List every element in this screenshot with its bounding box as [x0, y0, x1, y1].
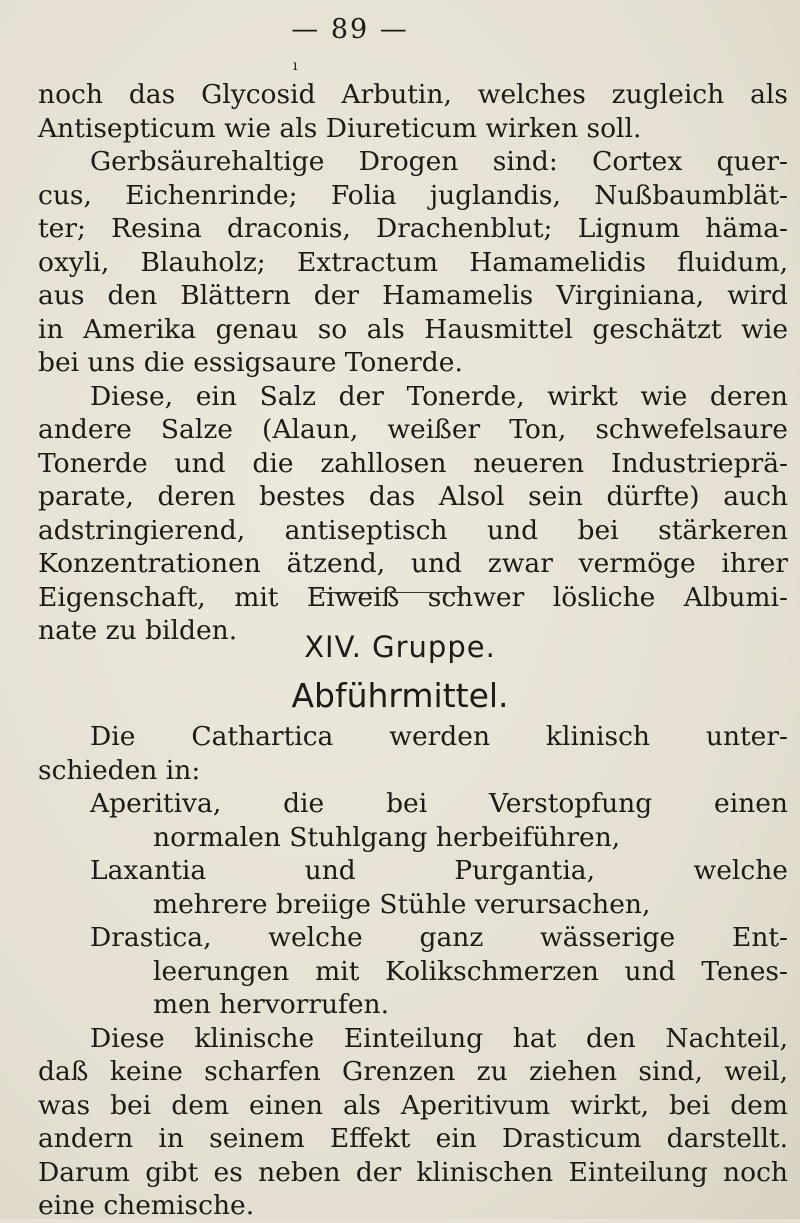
text-line: Eigenschaft, mit Eiweiß schwer lösliche Albumi- — [38, 581, 788, 613]
text-line: schieden in: — [38, 754, 201, 786]
text-line: adstringierend, antiseptisch und bei stärkeren — [38, 514, 788, 546]
list-item-line: Aperitiva, die bei Verstopfung einen — [90, 788, 788, 819]
text-line: nate zu bilden. — [38, 615, 238, 646]
text-line: Darum gibt es neben der klinischen Einteilung noch — [38, 1156, 788, 1188]
section-title: Abführmittel. — [291, 676, 509, 715]
text-line: Gerbsäurehaltige Drogen sind: Cortex quer- — [90, 146, 788, 177]
text-line: in Amerika genau so als Hausmittel geschätzt wie — [38, 313, 788, 345]
body-text-bottom — [38, 720, 788, 1223]
text-line: cus, Eichenrinde; Folia juglandis, Nußbaumblät- — [38, 179, 788, 211]
section-heading: XIV. Gruppe. — [304, 630, 496, 664]
text-line: bei uns die essigsaure Tonerde. — [38, 347, 463, 378]
margin-mark: ı — [293, 58, 298, 74]
section-divider — [321, 592, 463, 593]
text-line: Diese, ein Salz der Tonerde, wirkt wie deren — [90, 380, 788, 412]
text-line: andern in seinem Effekt ein Drasticum darstellt. — [38, 1123, 788, 1154]
list-item-line: mehrere breiige Stühle verursachen, — [153, 888, 651, 920]
text-line: parate, deren bestes das Alsol sein dürfte) auch — [38, 481, 788, 512]
page-number: — 89 — — [291, 14, 409, 45]
text-line: aus den Blättern der Hamamelis Virginiana, wird — [38, 280, 788, 311]
text-line: ter; Resina draconis, Drachenblut; Lignum häma- — [38, 213, 788, 244]
text-line: noch das Glycosid Arbutin, welches zugleich als — [38, 79, 788, 110]
text-line: oxyli, Blauholz; Extractum Hamamelidis fluidum, — [38, 246, 788, 278]
text-line: Die Cathartica werden klinisch unter- — [90, 721, 788, 752]
text-line: daß keine scharfen Grenzen zu ziehen sind, weil, — [38, 1056, 788, 1087]
list-item-line: normalen Stuhlgang herbeiführen, — [153, 821, 621, 853]
list-item-line: leerungen mit Kolikschmerzen und Tenes- — [153, 955, 788, 987]
list-item-line: Laxantia und Purgantia, welche — [90, 855, 788, 886]
list-item-line: men hervorrufen. — [153, 989, 390, 1020]
text-line: Antisepticum wie als Diureticum wirken soll. — [38, 112, 642, 144]
text-line: was bei dem einen als Aperitivum wirkt, bei dem — [38, 1089, 788, 1121]
text-line: andere Salze (Alaun, weißer Ton, schwefelsaure — [38, 414, 788, 445]
text-line: eine chemische. — [38, 1190, 255, 1221]
body-text-top — [38, 78, 788, 648]
text-line: Tonerde und die zahllosen neueren Industrieprä- — [38, 447, 788, 479]
text-line: Konzentrationen ätzend, und zwar vermöge ihrer — [38, 548, 788, 579]
text-line: Diese klinische Einteilung hat den Nachteil, — [90, 1022, 788, 1054]
list-item-line: Drastica, welche ganz wässerige Ent- — [90, 922, 788, 953]
